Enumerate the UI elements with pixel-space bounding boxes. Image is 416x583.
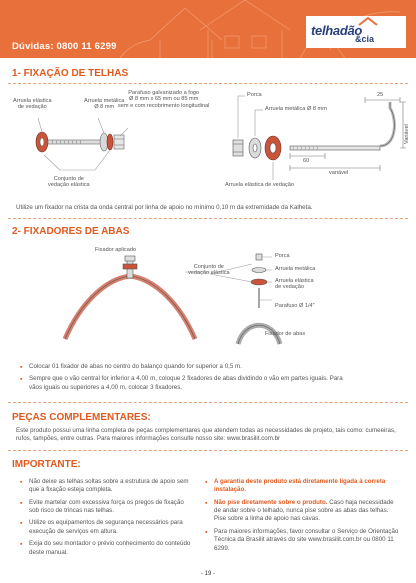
header-banner — [0, 0, 416, 58]
section2-bullets — [20, 363, 350, 396]
label-variavel-v: Variável — [404, 124, 410, 144]
list-item: ▪ Para maiores informações, favor consultar o Serviço de Orientação Técnica da Brasilit através do site www.brasilit.com.br ou 0800 11 6299. — [205, 528, 400, 553]
label-porca: Porca — [247, 92, 262, 98]
logo-main: telhadão — [311, 23, 363, 38]
divider — [8, 402, 408, 403]
label-variavel-h: variável — [329, 170, 349, 176]
label-conjunto: Conjunto de vedação elástica — [48, 176, 90, 189]
label-fixador-aplicado: Fixador aplicado — [95, 247, 137, 253]
label-arruela-elastica-vedacao: Arruela elástica de vedação — [225, 182, 295, 188]
label-porca-2: Porca — [275, 253, 290, 259]
section-title-fixacao: 1- FIXAÇÃO DE TELHAS — [12, 68, 129, 79]
list-item: ▪ Não pise diretamente sobre o produto. Caso haja necessidade de andar sobre o telhado, nunca pise sobre as abas das telhas. Pise sobre a linha de apoio nas cavas. — [205, 499, 400, 524]
section3-text: Este produto possui uma linha completa de peças complementares que atendem todas as necessidades de projeto, tais como: cumeeiras, rufos, tampões, entre outras. Para maiores informações consulte nosso site: www.brasilit.com.br — [16, 427, 396, 443]
section1-note: Utilize um fixador na crista da onda central por linha de apoio no mínimo 0,10 m da extremidade da Kalheta. — [16, 204, 313, 211]
label-arruela-elastica-2: Arruela elástica de vedação — [275, 278, 314, 291]
label-arruela-metalica-2: Arruela metálica — [275, 266, 316, 272]
label-fixador-de-abas: Fixador de abas — [265, 331, 306, 337]
label-parafuso: Parafuso galvanizado a fogo Ø 8 mm x 65 mm ou 85 mm sem e com recobrimento longitudinal — [118, 90, 210, 109]
important-right-list — [205, 478, 400, 557]
figure-gancho — [205, 88, 410, 200]
label-arruela-metalica: Arruela metálica Ø 8 mm — [84, 98, 125, 111]
page-number: - 19 - — [200, 571, 215, 577]
label-dim-60: 60 — [303, 158, 310, 164]
label-parafuso-2: Parafuso Ø 1/4" — [275, 303, 315, 309]
section-title-pecas: PEÇAS COMPLEMENTARES: — [12, 412, 151, 423]
support-phone: Dúvidas: 0800 11 6299 — [12, 41, 117, 52]
figure-fixacao-parafuso — [0, 90, 210, 195]
label-conjunto-vedacao: Conjunto de vedação elástica — [188, 264, 230, 277]
brand-logo — [306, 16, 406, 48]
logo-sub: &cia — [355, 34, 375, 44]
label-arruela-elastica: Arruela elástica de vedação — [13, 98, 52, 111]
list-item: ▪ Sempre que o vão central for inferior a 4,00 m, coloque 2 fixadores de abas dividindo o vão em partes iguais. Para vãos iguais ou superiores a 4,00 m, colocar 3 fixadores. — [20, 375, 350, 392]
label-arruela-metalica-8mm: Arruela metálica Ø 8 mm — [265, 106, 327, 112]
list-item: ▪ Exija do seu montador o prévio conhecimento do conteúdo deste manual. — [20, 540, 195, 557]
list-item: ▪ Colocar 01 fixador de abas no centro do balanço quando for superior a 0,5 m. — [20, 363, 350, 371]
flap-fixer-drawing — [60, 244, 360, 359]
list-item: ▪ Evite martelar com excessiva força os pregos de fixação sob risco de trincas nas telhas. — [20, 499, 195, 516]
divider — [8, 450, 408, 451]
divider — [8, 83, 408, 84]
list-item: ▪ Utilize os equipamentos de segurança necessários para execução de serviços em altura. — [20, 519, 195, 536]
list-item: ▪ A garantia deste produto está diretamente ligada à correta instalação. — [205, 478, 400, 495]
figure-fixador-abas — [60, 244, 360, 359]
section-title-fixadores: 2- FIXADORES DE ABAS — [12, 226, 130, 237]
important-left-list — [20, 478, 195, 561]
section-title-importante: IMPORTANTE: — [12, 459, 81, 470]
divider — [8, 218, 408, 219]
list-item: ▪ Não deixe as telhas soltas sobre a estrutura de apoio sem que a fixação esteja completa. — [20, 478, 195, 495]
label-dim-25: 25 — [377, 92, 384, 98]
